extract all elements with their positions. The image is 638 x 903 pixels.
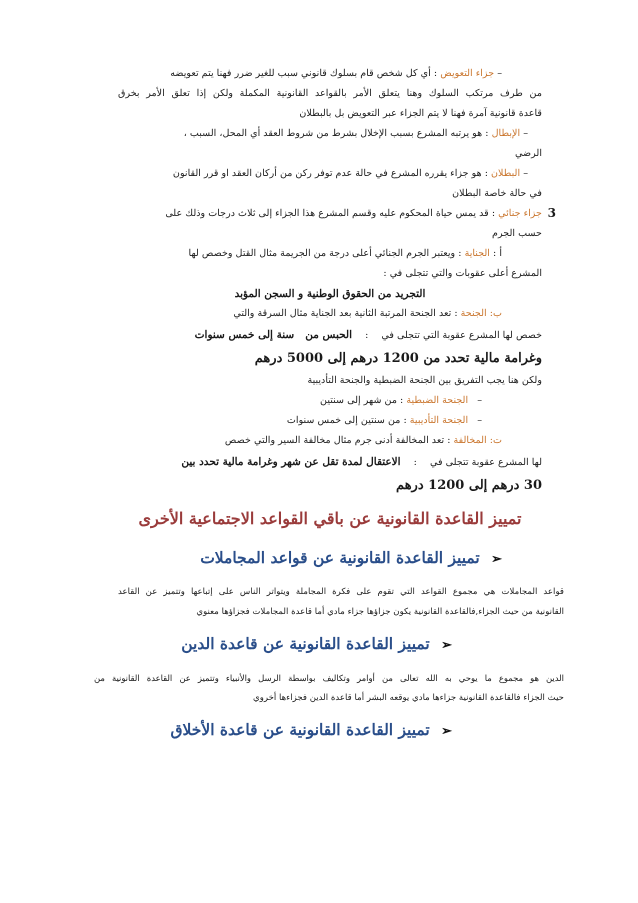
nullity-line-1 <box>118 164 542 184</box>
criminal-line-1 <box>118 204 542 224</box>
colon: : <box>485 128 489 139</box>
main-heading: تمييز القاعدة القانونية عن باقي القواعد الاجتماعية الأخرى <box>138 509 522 528</box>
religion-line-2: حيث الجزاء فالقاعدة القانونية جزاءها مادي يوقعه البشر أما قاعدة الدين فجزاءها أخروي <box>252 693 564 703</box>
annulment-text: هو يرتبه المشرع بسبب الإخلال بشرط من شروط العقد أي المحل، السبب ، <box>183 128 483 139</box>
criminal-section <box>118 204 556 244</box>
misdemeanor-item-2 <box>118 411 542 431</box>
courtesy-line-1: قواعد المجاملات هي مجموع القواعد التي تقوم على فكرة المجاملة ويتواتر الناس على إتباعها وتتميز عن القاعد <box>118 587 564 597</box>
section-number: 3 <box>547 206 556 220</box>
felony-line-1 <box>118 244 542 264</box>
nullity-text: هو جزاء يقرره المشرع في حالة عدم توفر ركن من أركان العقد او قرر القانون <box>172 168 482 179</box>
colon: : <box>365 330 369 341</box>
violation-penalty: الاعتقال لمدة تقل عن شهر وغرامة مالية تحدد بين <box>181 456 401 468</box>
compensation-term: جزاء التعويض <box>440 68 495 79</box>
colon: : <box>484 168 488 179</box>
violation-line-2 <box>118 451 542 474</box>
ethics-heading <box>118 714 542 748</box>
compensation-line-2: من طرف مرتكب السلوك وهنا يتعلق الأمر بالقواعد القانونية المكملة ولكن إذا تعلق الأمر بخرق <box>118 88 542 99</box>
disciplinary-misdemeanor-term: الجنحة التأديبية <box>409 415 469 426</box>
nullity-line-2: في حالة خاصة البطلان <box>452 188 542 199</box>
list-dash: – <box>477 395 482 406</box>
compensation-line-1 <box>118 64 542 84</box>
criminal-line-2: حسب الجرم <box>492 228 542 239</box>
violation-fine: 30 درهم إلى 1200 درهم <box>396 478 542 493</box>
violation-line-1 <box>118 431 542 451</box>
religion-heading <box>118 628 542 662</box>
list-dash: – <box>523 128 528 139</box>
annulment-term: الإبطال <box>491 128 521 139</box>
criminal-text: قد يمس حياة المحكوم عليه وقسم المشرع هذا الجزاء إلى ثلاث درجات وذلك على <box>165 208 489 219</box>
compensation-line-3: قاعدة قانونية آمرة فهنا لا يتم الجزاء عبر التعويض بل بالبطلان <box>299 108 542 119</box>
courtesy-line-2: القانونية من حيث الجزاء,فالقاعدة القانونية يكون جزاؤها جزاء مادي أما قاعدة المجاملات فجزاؤها معنوي <box>196 607 564 617</box>
criminal-term: جزاء جنائي <box>498 208 542 219</box>
ethics-heading-text: تمييز القاعدة القانونية عن قاعدة الأخلاق <box>170 720 430 739</box>
colon: : <box>433 68 438 79</box>
misdemeanor-penalty-range: سنة إلى خمس سنوات <box>194 329 295 341</box>
misdemeanor-penalty-from: الحبس من <box>305 329 353 341</box>
arrow-bullet-icon: ➢ <box>491 552 502 567</box>
colon: : <box>413 457 417 468</box>
colon: : <box>447 435 451 446</box>
courtesy-heading <box>118 542 542 576</box>
violation-text: لها المشرع عقوبة تتجلى في <box>429 457 542 468</box>
police-misdemeanor-text: : من شهر إلى سنتين <box>320 395 404 406</box>
annulment-line-1 <box>118 124 542 144</box>
arrow-bullet-icon: ➢ <box>441 724 452 739</box>
colon: : <box>491 208 496 219</box>
felony-text: ويعتبر الجرم الجنائي أعلى درجة من الجريمة مثال القتل وخصص لها <box>188 248 456 259</box>
nullity-term: البطلان <box>491 168 521 179</box>
misdemeanor-text: خصص لها المشرع عقوبة التي تتجلى في <box>381 330 542 341</box>
misdemeanor-line-1 <box>118 304 542 324</box>
police-misdemeanor-term: الجنحة الضبطية <box>406 395 469 406</box>
colon: : <box>458 248 462 259</box>
felony-penalty: التجريد من الحقوق الوطنية و السجن المؤبد <box>234 288 426 300</box>
violation-prefix: ت: <box>489 435 502 446</box>
religion-heading-text: تمييز القاعدة القانونية عن قاعدة الدين <box>181 634 430 653</box>
religion-line-1: الدين هو مجموع ما يوحي به الله تعالى من أوامر وتكاليف بواسطة الرسل والأنبياء وتتميز عن القاعدة القانونية من <box>94 673 564 683</box>
misdemeanor-text: تعد الجنحة المرتبة الثانية بعد الجناية مثال السرقة والتي <box>233 308 452 319</box>
list-dash: – <box>497 68 502 79</box>
misdemeanor-term: الجنحة <box>460 308 487 319</box>
misdemeanor-line-4: ولكن هنا يجب التفريق بين الجنحة الضبطية والجنحة التأديبية <box>307 375 542 386</box>
violation-term: المخالفة <box>453 435 487 446</box>
compensation-text: أي كل شخص قام بسلوك قانوني سبب للغير ضرر فهنا يتم تعويضه <box>170 68 431 79</box>
list-dash: – <box>477 415 482 426</box>
misdemeanor-fine: وغرامة مالية تحدد من 1200 درهم إلى 5000 درهم <box>254 351 542 366</box>
violation-text: تعد المخالفة أدنى جرم مثال مخالفة السير والتي خصص <box>224 435 445 446</box>
felony-term: الجناية <box>464 248 490 259</box>
colon: : <box>454 308 458 319</box>
felony-line-2: المشرع أعلى عقوبات والتي تتجلى في : <box>383 268 542 279</box>
annulment-line-2: الرضي <box>514 148 542 159</box>
courtesy-heading-text: تمييز القاعدة القانونية عن قواعد المجاملات <box>200 548 480 567</box>
misdemeanor-line-2 <box>118 324 542 347</box>
misdemeanor-prefix: ب: <box>489 308 502 319</box>
felony-prefix: أ : <box>493 248 502 259</box>
disciplinary-misdemeanor-text: : من سنتين إلى خمس سنوات <box>286 415 407 426</box>
misdemeanor-item-1 <box>118 391 542 411</box>
list-dash: – <box>523 168 528 179</box>
arrow-bullet-icon: ➢ <box>441 638 452 653</box>
